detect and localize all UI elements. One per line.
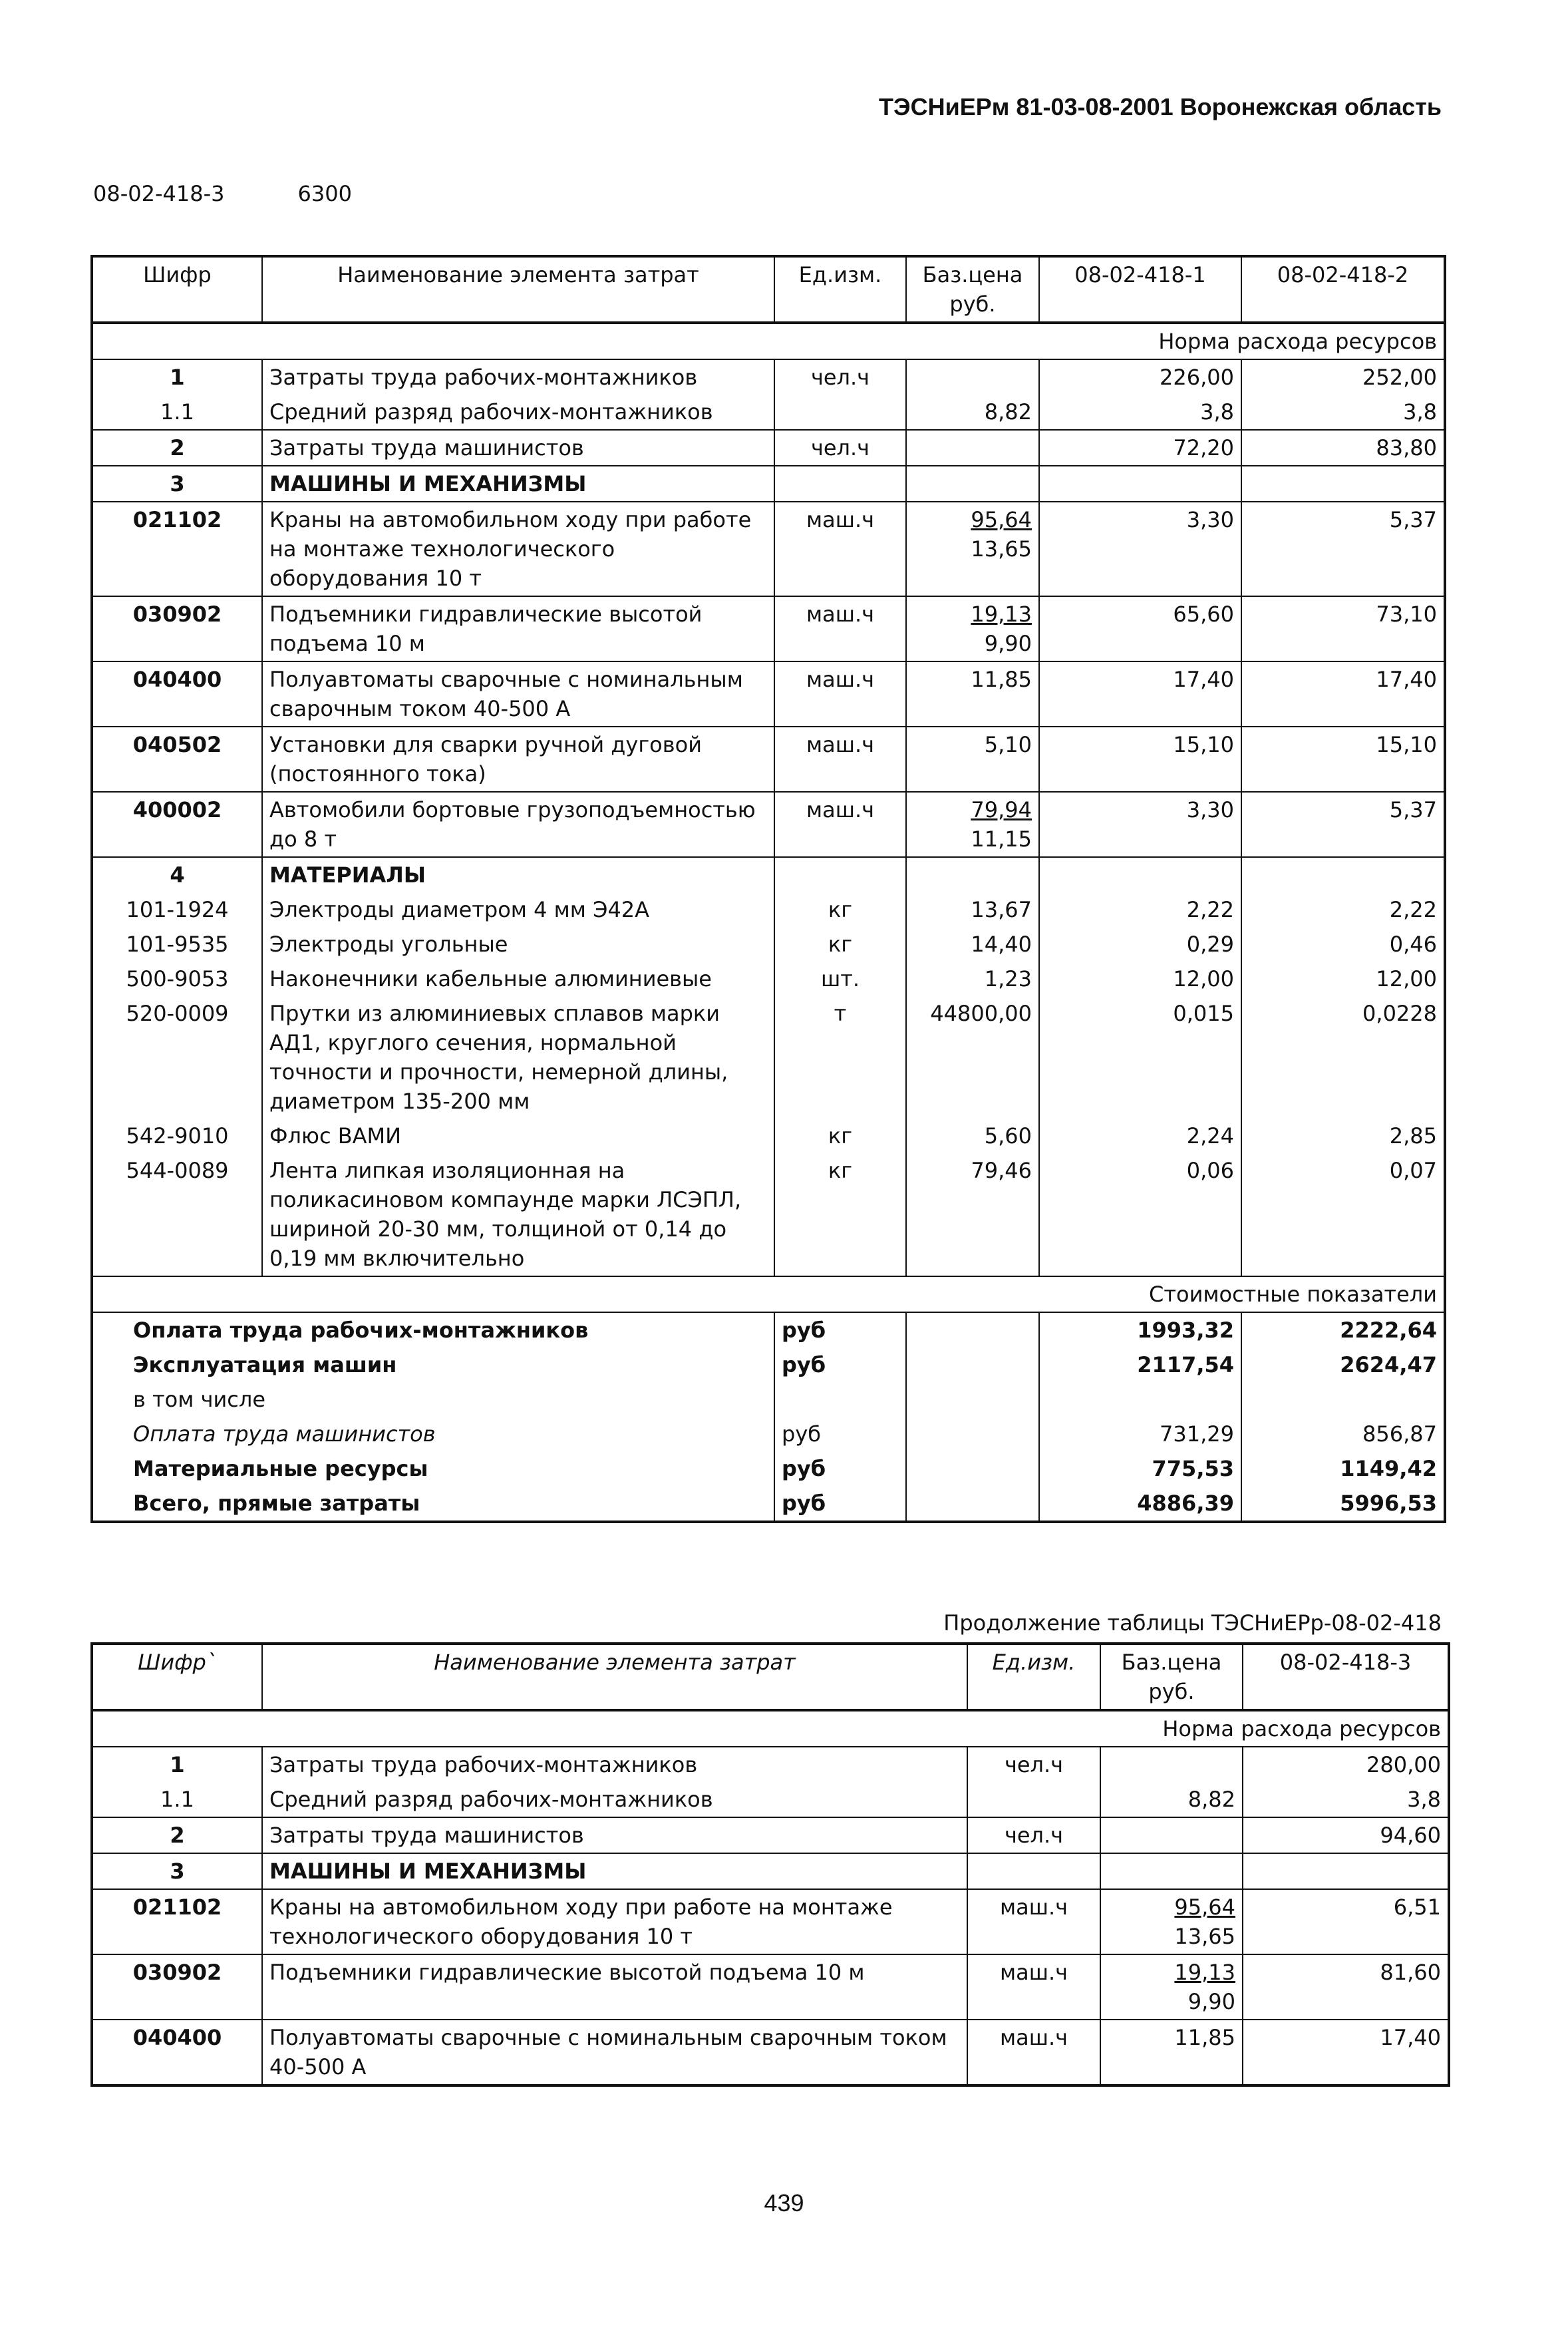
summary-price — [906, 1451, 1039, 1486]
row-name: Средний разряд рабочих-монтажников — [262, 395, 774, 430]
row-name: Краны на автомобильном ходу при работе на монтаже технологического оборудования 10 т — [262, 502, 774, 596]
col-header-norm-2: 08-02-418-2 — [1241, 256, 1445, 323]
row-unit: маш.ч — [774, 792, 906, 857]
col-header-norm-3: 08-02-418-3 — [1243, 1644, 1449, 1710]
row-name: Электроды угольные — [262, 927, 774, 962]
table-row — [92, 857, 1445, 892]
row-price — [1100, 1747, 1243, 1782]
row-price-main: 95,64 — [1174, 1894, 1235, 1920]
col-header-name: Наименование элемента затрат — [262, 256, 774, 323]
row-code: 1 — [92, 1747, 262, 1782]
row-name: Краны на автомобильном ходу при работе на монтаже технологического оборудования 10 т — [262, 1889, 967, 1954]
row-unit: чел.ч — [774, 430, 906, 466]
summary-price — [906, 1417, 1039, 1451]
summary-value-2: 5996,53 — [1340, 1491, 1437, 1516]
row-norm-value-1 — [1039, 857, 1241, 892]
col-header-unit: Ед.изм. — [774, 256, 906, 323]
summary-label: в том числе — [92, 1382, 774, 1417]
row-price — [906, 395, 1039, 430]
summary-value-1: 775,53 — [1039, 1451, 1241, 1486]
row-price-secondary: 13,65 — [971, 536, 1032, 562]
row-name: Электроды диаметром 4 мм Э42А — [262, 892, 774, 927]
row-unit: маш.ч — [774, 727, 906, 792]
table-row — [92, 2020, 1449, 2085]
row-norm-value-2: 0,0228 — [1362, 1001, 1437, 1026]
table-1-body — [92, 323, 1445, 1522]
row-name: Средний разряд рабочих-монтажников — [262, 1782, 967, 1817]
row-price-main: 5,10 — [984, 732, 1032, 757]
row-norm-value-1: 280,00 — [1366, 1752, 1441, 1777]
row-price — [906, 359, 1039, 395]
row-price-main: 1,23 — [984, 966, 1032, 991]
summary-value-1: 1993,32 — [1039, 1312, 1241, 1347]
col-header-norm-1: 08-02-418-1 — [1039, 256, 1241, 323]
row-code: 1.1 — [92, 395, 262, 430]
resource-table-2 — [90, 1642, 1450, 2087]
row-norm-value-2: 2,85 — [1389, 1123, 1437, 1149]
cost-label: Стоимостные показатели — [92, 1276, 1445, 1312]
row-name: Затраты труда машинистов — [262, 430, 774, 466]
row-norm-value-1: 3,8 — [1039, 395, 1241, 430]
summary-value-1: 4886,39 — [1039, 1486, 1241, 1522]
row-price — [906, 892, 1039, 927]
row-unit: маш.ч — [967, 1889, 1100, 1954]
table-row — [92, 430, 1445, 466]
row-name: Наконечники кабельные алюминиевые — [262, 962, 774, 996]
row-name: МАТЕРИАЛЫ — [262, 857, 774, 892]
summary-row — [92, 1312, 1445, 1347]
norm-label-row — [92, 323, 1445, 359]
summary-value-2 — [1241, 1382, 1445, 1417]
row-code: 500-9053 — [92, 962, 262, 996]
row-unit: маш.ч — [774, 596, 906, 661]
row-price — [906, 661, 1039, 727]
row-norm-value-1: 17,40 — [1243, 2020, 1449, 2085]
summary-unit: руб — [774, 1347, 906, 1382]
summary-unit: руб — [774, 1451, 906, 1486]
row-norm-value-1: 226,00 — [1039, 359, 1241, 395]
summary-price — [906, 1312, 1039, 1347]
page-number: 439 — [764, 2189, 804, 2217]
row-price-main: 44800,00 — [930, 1001, 1032, 1026]
table-row — [92, 727, 1445, 792]
row-code: 3 — [92, 466, 262, 502]
row-norm-value-1: 12,00 — [1039, 962, 1241, 996]
row-code: 1.1 — [92, 1782, 262, 1817]
row-name: Затраты труда рабочих-монтажников — [262, 1747, 967, 1782]
row-code: 021102 — [92, 502, 262, 596]
col-header-unit: Ед.изм. — [967, 1644, 1100, 1710]
row-norm-value-2: 12,00 — [1376, 966, 1437, 991]
row-price-main: 79,46 — [971, 1158, 1032, 1183]
row-unit: кг — [774, 1119, 906, 1153]
row-price — [906, 792, 1039, 857]
continuation-title: Продолжение таблицы ТЭСНиЕРр-08-02-418 — [943, 1610, 1442, 1636]
row-norm-value-1: 65,60 — [1039, 596, 1241, 661]
row-price-main: 11,85 — [971, 667, 1032, 692]
table-row — [92, 1853, 1449, 1889]
row-price — [1100, 1889, 1243, 1954]
summary-label: Оплата труда рабочих-монтажников — [92, 1312, 774, 1347]
row-code: 2 — [92, 1817, 262, 1853]
row-norm-value-1 — [1039, 466, 1241, 502]
row-norm-value-1: 0,06 — [1039, 1153, 1241, 1276]
row-code: 030902 — [92, 596, 262, 661]
norm-label: Норма расхода ресурсов — [92, 323, 1445, 359]
row-norm-value-1: 94,60 — [1243, 1817, 1449, 1853]
col-header-price: Баз.цена руб. — [1100, 1644, 1243, 1710]
summary-value-2: 1149,42 — [1340, 1456, 1437, 1481]
row-price-main: 8,82 — [1187, 1787, 1235, 1812]
table-row — [92, 927, 1445, 962]
row-price-main: 79,94 — [971, 797, 1032, 822]
summary-label: Оплата труда машинистов — [92, 1417, 774, 1451]
row-code: 040400 — [92, 2020, 262, 2085]
row-name: Подъемники гидравлические высотой подъема 10 м — [262, 596, 774, 661]
table-row — [92, 996, 1445, 1119]
row-unit — [774, 395, 906, 430]
row-unit: шт. — [774, 962, 906, 996]
table-row — [92, 1782, 1449, 1817]
row-norm-value-2: 5,37 — [1241, 502, 1445, 596]
row-norm-value-2: 5,37 — [1241, 792, 1445, 857]
row-code: 101-1924 — [92, 892, 262, 927]
row-name: Полуавтоматы сварочные с номинальным сварочным током 40-500 А — [262, 661, 774, 727]
col-header-code: Шифр — [92, 256, 262, 323]
row-norm-value-2: 73,10 — [1241, 596, 1445, 661]
row-norm-value-1: 15,10 — [1039, 727, 1241, 792]
cost-label-row — [92, 1276, 1445, 1312]
row-norm-value-2: 2,22 — [1389, 897, 1437, 922]
summary-value-2: 856,87 — [1362, 1421, 1437, 1447]
row-name: Полуавтоматы сварочные с номинальным сварочным током 40-500 А — [262, 2020, 967, 2085]
row-norm-value-1: 0,29 — [1039, 927, 1241, 962]
summary-unit: руб — [774, 1486, 906, 1522]
row-price-secondary: 9,90 — [1187, 1989, 1235, 2014]
row-price-main: 19,13 — [1174, 1960, 1235, 1985]
row-norm-value-1 — [1243, 1853, 1449, 1889]
table-row — [92, 596, 1445, 661]
row-price — [906, 430, 1039, 466]
row-unit: маш.ч — [967, 1954, 1100, 2020]
row-norm-value-1: 3,30 — [1039, 792, 1241, 857]
row-norm-value-2: 0,07 — [1389, 1158, 1437, 1183]
row-price — [1100, 1782, 1243, 1817]
row-norm-value-1: 0,015 — [1039, 996, 1241, 1119]
summary-value-2: 2222,64 — [1340, 1318, 1437, 1343]
summary-unit: руб — [774, 1312, 906, 1347]
summary-label: Всего, прямые затраты — [92, 1486, 774, 1522]
row-code: 2 — [92, 430, 262, 466]
row-code: 3 — [92, 1853, 262, 1889]
summary-row — [92, 1417, 1445, 1451]
row-code: 544-0089 — [92, 1153, 262, 1276]
resource-table-1 — [90, 255, 1446, 1523]
table-row — [92, 395, 1445, 430]
summary-row — [92, 1382, 1445, 1417]
row-name: Лента липкая изоляционная на поликасиновом компаунде марки ЛСЭПЛ, шириной 20-30 мм, толщиной от 0,14 до 0,19 мм включительно — [262, 1153, 774, 1276]
row-name: Затраты труда машинистов — [262, 1817, 967, 1853]
row-price-main: 95,64 — [971, 507, 1032, 532]
row-unit: чел.ч — [774, 359, 906, 395]
table-row — [92, 1817, 1449, 1853]
summary-value-1: 731,29 — [1039, 1417, 1241, 1451]
table-row — [92, 792, 1445, 857]
row-name: МАШИНЫ И МЕХАНИЗМЫ — [262, 466, 774, 502]
summary-label: Материальные ресурсы — [92, 1451, 774, 1486]
table-row — [92, 359, 1445, 395]
row-norm-value-2: 252,00 — [1362, 365, 1437, 390]
table-row — [92, 1889, 1449, 1954]
row-unit: кг — [774, 892, 906, 927]
row-norm-value-2: 0,46 — [1389, 932, 1437, 957]
row-price-main: 5,60 — [984, 1123, 1032, 1149]
row-price-main: 19,13 — [971, 602, 1032, 627]
row-name: Прутки из алюминиевых сплавов марки АД1, круглого сечения, нормальной точности и прочности, немерной длины, диаметром 135-200 мм — [262, 996, 774, 1119]
row-norm-value-2: 3,8 — [1403, 399, 1437, 425]
summary-label: Эксплуатация машин — [92, 1347, 774, 1382]
row-norm-value-1: 81,60 — [1243, 1954, 1449, 2020]
row-unit: т — [774, 996, 906, 1119]
table-row — [92, 661, 1445, 727]
row-price-main: 13,67 — [971, 897, 1032, 922]
row-norm-value-1: 72,20 — [1039, 430, 1241, 466]
row-price — [1100, 1954, 1243, 2020]
row-code: 542-9010 — [92, 1119, 262, 1153]
row-unit: маш.ч — [774, 502, 906, 596]
row-name: Установки для сварки ручной дуговой (постоянного тока) — [262, 727, 774, 792]
row-code: 040400 — [92, 661, 262, 727]
row-price — [906, 1153, 1039, 1276]
row-norm-value-2: 83,80 — [1241, 430, 1445, 466]
row-price — [906, 857, 1039, 892]
row-norm-value-2: 17,40 — [1241, 661, 1445, 727]
row-unit: кг — [774, 927, 906, 962]
row-price — [906, 727, 1039, 792]
col-header-name: Наименование элемента затрат — [262, 1644, 967, 1710]
table-row — [92, 1747, 1449, 1782]
table-row — [92, 962, 1445, 996]
row-price-secondary: 9,90 — [984, 631, 1032, 656]
summary-price — [906, 1347, 1039, 1382]
code-line — [93, 181, 352, 206]
row-name: Флюс ВАМИ — [262, 1119, 774, 1153]
code-line-number: 6300 — [297, 181, 352, 206]
summary-price — [906, 1382, 1039, 1417]
row-code: 520-0009 — [92, 996, 262, 1119]
table-row — [92, 1954, 1449, 2020]
row-unit: маш.ч — [774, 661, 906, 727]
summary-row — [92, 1347, 1445, 1382]
summary-unit: руб — [774, 1417, 906, 1451]
row-unit: чел.ч — [967, 1817, 1100, 1853]
document-header-title: ТЭСНиЕРм 81-03-08-2001 Воронежская область — [879, 93, 1442, 120]
code-line-code: 08-02-418-3 — [93, 181, 225, 206]
row-price — [906, 502, 1039, 596]
row-name: Затраты труда рабочих-монтажников — [262, 359, 774, 395]
summary-value-1: 2117,54 — [1039, 1347, 1241, 1382]
norm-label-row — [92, 1710, 1449, 1747]
row-price — [1100, 2020, 1243, 2085]
row-norm-value-1: 2,24 — [1039, 1119, 1241, 1153]
row-price — [906, 927, 1039, 962]
row-norm-value-2 — [1241, 466, 1445, 502]
col-header-code: Шифр` — [92, 1644, 262, 1710]
summary-row — [92, 1451, 1445, 1486]
row-price — [906, 996, 1039, 1119]
row-code: 400002 — [92, 792, 262, 857]
row-unit — [774, 466, 906, 502]
row-code: 101-9535 — [92, 927, 262, 962]
row-code: 021102 — [92, 1889, 262, 1954]
row-code: 040502 — [92, 727, 262, 792]
row-price-main: 11,85 — [1174, 2025, 1235, 2050]
row-price-main: 8,82 — [984, 399, 1032, 425]
row-code: 4 — [92, 857, 262, 892]
table-row — [92, 892, 1445, 927]
row-unit: чел.ч — [967, 1747, 1100, 1782]
row-unit — [774, 857, 906, 892]
table-row — [92, 502, 1445, 596]
row-price-main: 14,40 — [971, 932, 1032, 957]
row-norm-value-1: 6,51 — [1243, 1889, 1449, 1954]
row-norm-value-2 — [1241, 857, 1445, 892]
summary-price — [906, 1486, 1039, 1522]
summary-unit — [774, 1382, 906, 1417]
row-price — [906, 962, 1039, 996]
summary-value-1 — [1039, 1382, 1241, 1417]
row-norm-value-1: 2,22 — [1039, 892, 1241, 927]
table-row — [92, 466, 1445, 502]
row-price — [906, 466, 1039, 502]
row-price — [906, 1119, 1039, 1153]
summary-value-2: 2624,47 — [1340, 1352, 1437, 1377]
row-price — [1100, 1853, 1243, 1889]
table-row — [92, 1119, 1445, 1153]
row-unit — [967, 1853, 1100, 1889]
row-norm-value-1: 3,8 — [1407, 1787, 1441, 1812]
row-price — [906, 596, 1039, 661]
norm-label: Норма расхода ресурсов — [92, 1710, 1449, 1747]
row-name: Подъемники гидравлические высотой подъема 10 м — [262, 1954, 967, 2020]
row-unit: кг — [774, 1153, 906, 1276]
row-norm-value-1: 17,40 — [1039, 661, 1241, 727]
row-unit: маш.ч — [967, 2020, 1100, 2085]
row-norm-value-2: 15,10 — [1241, 727, 1445, 792]
row-norm-value-1: 3,30 — [1039, 502, 1241, 596]
row-price — [1100, 1817, 1243, 1853]
row-price-secondary: 11,15 — [971, 826, 1032, 852]
row-code: 1 — [92, 359, 262, 395]
table-2-body — [92, 1710, 1449, 2085]
summary-row — [92, 1486, 1445, 1522]
row-unit — [967, 1782, 1100, 1817]
row-name: МАШИНЫ И МЕХАНИЗМЫ — [262, 1853, 967, 1889]
table-row — [92, 1153, 1445, 1276]
row-code: 030902 — [92, 1954, 262, 2020]
row-name: Автомобили бортовые грузоподъемностью до 8 т — [262, 792, 774, 857]
col-header-price: Баз.цена руб. — [906, 256, 1039, 323]
row-price-secondary: 13,65 — [1174, 1924, 1235, 1949]
